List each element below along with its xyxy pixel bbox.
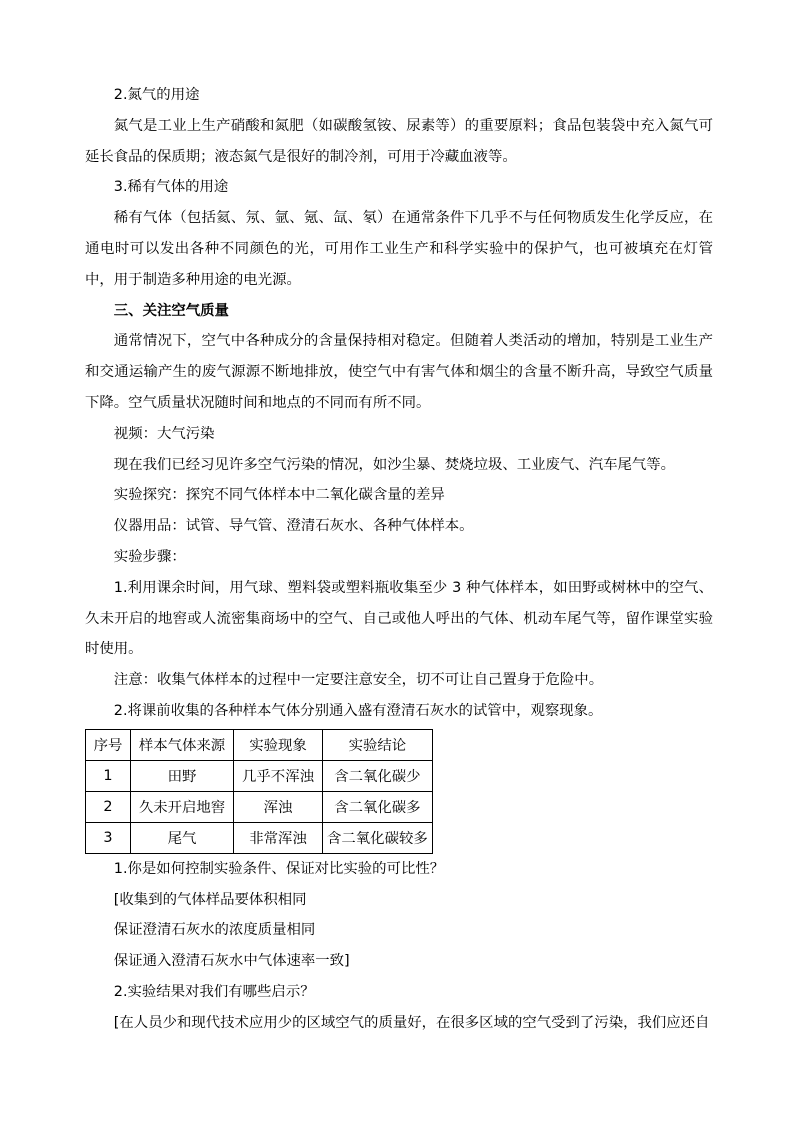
paragraph-steps-label: 实验步骤： [113,548,186,565]
table-row [86,791,433,822]
table-cell: 尾气 [131,822,234,853]
table-row [86,822,433,853]
results-table [85,729,433,854]
paragraph-step-1: 1.利用课余时间，用气球、塑料袋或塑料瓶收集至少 3 种气体样本，如田野或树林中的空气、久未开启的地窖或人流密集商场中的空气、自己或他人呼出的气体、机动车尾气等，留作课堂实验时使用。 [85,579,713,658]
table-header-cell: 序号 [86,729,131,760]
answer-2: [在人员少和现代技术应用少的区域空气的质量好，在很多区域的空气受到了污染，我们应还自 [113,1014,710,1031]
table-cell: 几乎不浑浊 [234,760,323,791]
answer-1-line-3: 保证通入澄清石灰水中气体速率一致] [113,953,350,970]
table-cell: 久未开启地窖 [131,791,234,822]
table-cell: 田野 [131,760,234,791]
table-cell: 2 [86,791,131,822]
paragraph-pollution-examples: 现在我们已经习见许多空气污染的情况，如沙尘暴、焚烧垃圾、工业废气、汽车尾气等。 [113,456,676,473]
results-table-wrapper [85,729,713,854]
answer-1-line-1: [收集到的气体样品要体积相同 [113,891,307,908]
table-cell: 含二氧化碳较多 [323,822,433,853]
table-cell: 含二氧化碳少 [323,760,433,791]
table-header-cell: 实验现象 [234,729,323,760]
paragraph-nitrogen-use: 氮气是工业上生产硝酸和氮肥（如碳酸氢铵、尿素等）的重要原料；食品包装袋中充入氮气可延长食品的保质期；液态氮气是很好的制冷剂，可用于冷藏血液等。 [85,117,713,165]
table-header-cell: 实验结论 [323,729,433,760]
table-cell: 非常浑浊 [234,822,323,853]
table-row [86,760,433,791]
table-cell: 1 [86,760,131,791]
table-header-row [86,729,433,760]
paragraph-equipment: 仪器用品：试管、导气管、澄清石灰水、各种气体样本。 [113,518,474,535]
paragraph-noble-gas-use: 稀有气体（包括氦、氖、氩、氪、氙、氡）在通常条件下几乎不与任何物质发生化学反应，在通电时可以发出各种不同颜色的光，可用作工业生产和科学实验中的保护气，也可被填充在灯管中，用于制造多种用途的电光源。 [85,210,713,288]
paragraph-step-2: 2.将课前收集的各种样本气体分别通入盛有澄清石灰水的试管中，观察现象。 [113,702,603,719]
section-heading-air-quality: 三、关注空气质量 [113,302,229,319]
subheading-nitrogen-use: 2.氮气的用途 [113,87,200,103]
paragraph-video: 视频：大气污染 [113,425,215,442]
answer-1-line-2: 保证澄清石灰水的浓度质量相同 [113,922,316,939]
document-page [85,80,713,1039]
subheading-noble-gas-use: 3.稀有气体的用途 [113,179,229,196]
table-cell: 3 [86,822,131,853]
table-header-cell: 样本气体来源 [131,729,234,760]
paragraph-experiment-title: 实验探究：探究不同气体样本中二氧化碳含量的差异 [113,487,445,504]
question-2: 2.实验结果对我们有哪些启示？ [113,983,315,1000]
table-cell: 浑浊 [234,791,323,822]
question-1: 1.你是如何控制实验条件、保证对比实验的可比性？ [113,860,445,877]
paragraph-air-quality: 通常情况下，空气中各种成分的含量保持相对稳定。但随着人类活动的增加，特别是工业生产和交通运输产生的废气源源不断地排放，使空气中有害气体和烟尘的含量不断升高，导致空气质量下降。空气质量状况随时间和地点的不同而有所不同。 [85,333,713,411]
paragraph-note: 注意：收集气体样本的过程中一定要注意安全，切不可让自己置身于危险中。 [113,672,604,689]
table-cell: 含二氧化碳多 [323,791,433,822]
